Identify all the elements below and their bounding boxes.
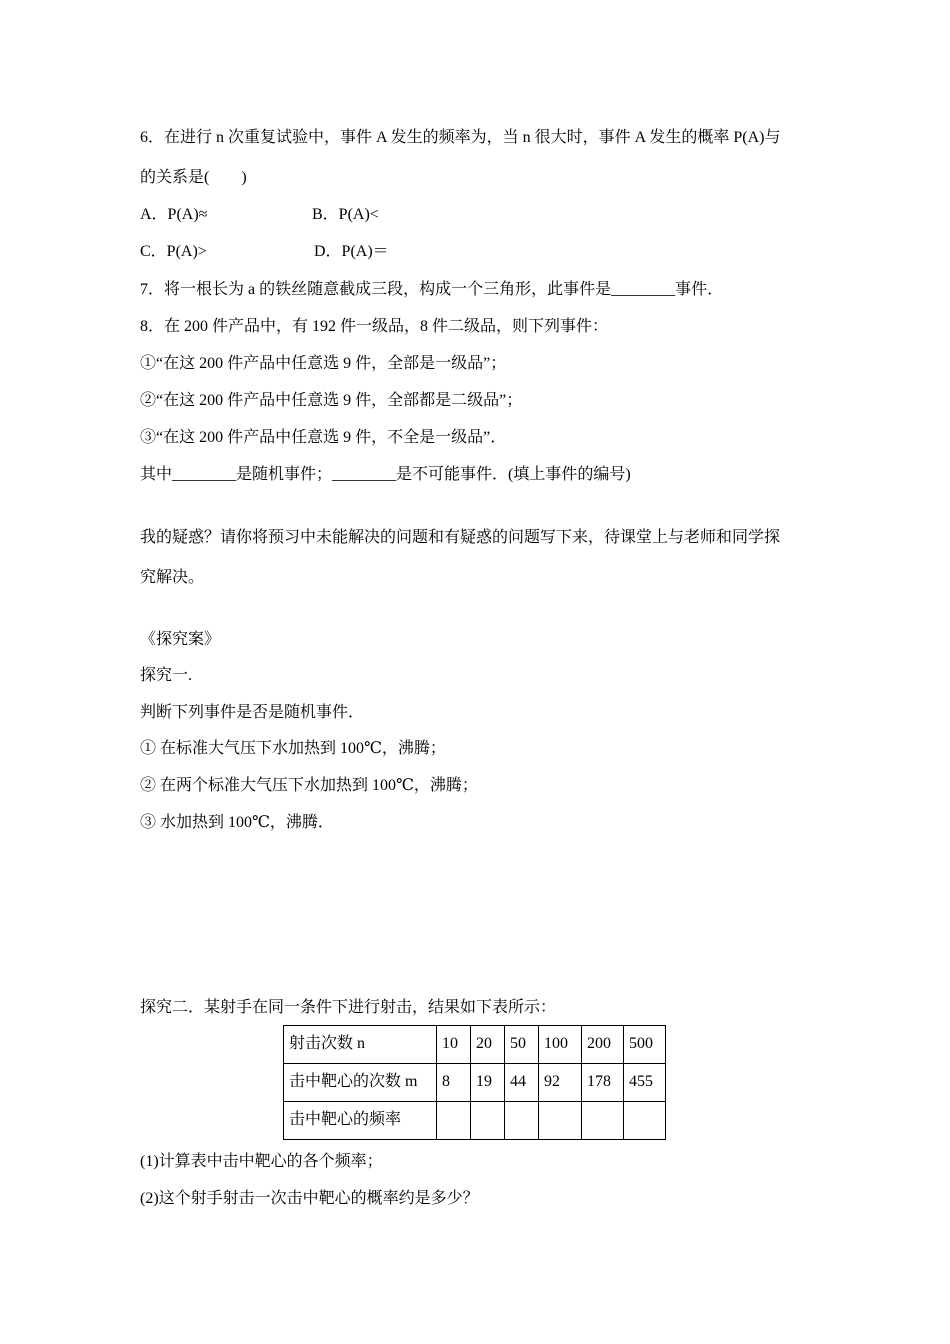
table-cell: 92 — [539, 1064, 582, 1102]
row-label-frequency: 击中靶心的频率 — [284, 1102, 437, 1140]
table-cell: 10 — [437, 1026, 471, 1064]
explore-part1-title: 探究一. — [140, 667, 193, 684]
table-cell-blank — [582, 1102, 624, 1140]
table-cell: 500 — [624, 1026, 666, 1064]
row-label-hits: 击中靶心的次数 m — [284, 1064, 437, 1102]
doubts-line1: 我的疑惑？请你将预习中未能解决的问题和有疑惑的问题写下来，待课堂上与老师和同学探 — [140, 529, 781, 546]
table-cell: 19 — [471, 1064, 505, 1102]
q6-option-c: C．P(A)> — [140, 243, 207, 260]
table-cell-blank — [624, 1102, 666, 1140]
shooting-results-table — [283, 1025, 666, 1140]
q6-stem-line2: 的关系是( ) — [140, 169, 247, 186]
explore-part1-prompt: 判断下列事件是否是随机事件． — [140, 704, 365, 721]
table-cell: 8 — [437, 1064, 471, 1102]
q8-item-2: ②“在这 200 件产品中任意选 9 件，全部都是二级品”； — [140, 392, 523, 409]
q6-option-d: D．P(A)＝ — [314, 243, 389, 260]
doubts-line2: 究解决。 — [140, 569, 205, 586]
table-cell: 200 — [582, 1026, 624, 1064]
table-row — [284, 1064, 666, 1102]
table-cell: 44 — [505, 1064, 539, 1102]
table-cell: 100 — [539, 1026, 582, 1064]
table-cell-blank — [505, 1102, 539, 1140]
table-row — [284, 1102, 666, 1140]
q7-text: 7．将一根长为 a 的铁丝随意截成三段，构成一个三角形，此事件是________事件． — [140, 281, 724, 298]
row-label-shots: 射击次数 n — [284, 1026, 437, 1064]
explore-heading: 《探究案》 — [140, 631, 221, 648]
table-cell-blank — [471, 1102, 505, 1140]
after-table-q2: (2)这个射手射击一次击中靶心的概率约是多少？ — [140, 1190, 479, 1207]
q8-stem: 8．在 200 件产品中，有 192 件一级品，8 件二级品，则下列事件： — [140, 318, 609, 335]
table-cell: 178 — [582, 1064, 624, 1102]
explore-part1-item3: ③ 水加热到 100℃，沸腾． — [140, 814, 334, 831]
q8-answer: 其中________是随机事件；________是不可能事件．(填上事件的编号) — [140, 466, 631, 483]
explore-part1-item2: ② 在两个标准大气压下水加热到 100℃，沸腾； — [140, 777, 478, 794]
table-cell: 50 — [505, 1026, 539, 1064]
q6-stem-line1: 6．在进行 n 次重复试验中，事件 A 发生的频率为，当 n 很大时，事件 A 发生的概率 P(A)与 — [140, 129, 781, 146]
q6-option-a: A．P(A)≈ — [140, 206, 208, 223]
after-table-q1: (1)计算表中击中靶心的各个频率； — [140, 1153, 383, 1170]
table-cell: 20 — [471, 1026, 505, 1064]
table-cell: 455 — [624, 1064, 666, 1102]
table-cell-blank — [539, 1102, 582, 1140]
q6-option-b: B．P(A)< — [312, 206, 379, 223]
table-cell-blank — [437, 1102, 471, 1140]
q8-item-3: ③“在这 200 件产品中任意选 9 件，不全是一级品”． — [140, 429, 507, 446]
explore-part2-title: 探究二．某射手在同一条件下进行射击，结果如下表所示： — [140, 999, 557, 1016]
explore-part1-item1: ① 在标准大气压下水加热到 100℃，沸腾； — [140, 740, 446, 757]
q8-item-1: ①“在这 200 件产品中任意选 9 件，全部是一级品”； — [140, 355, 507, 372]
table-row — [284, 1026, 666, 1064]
